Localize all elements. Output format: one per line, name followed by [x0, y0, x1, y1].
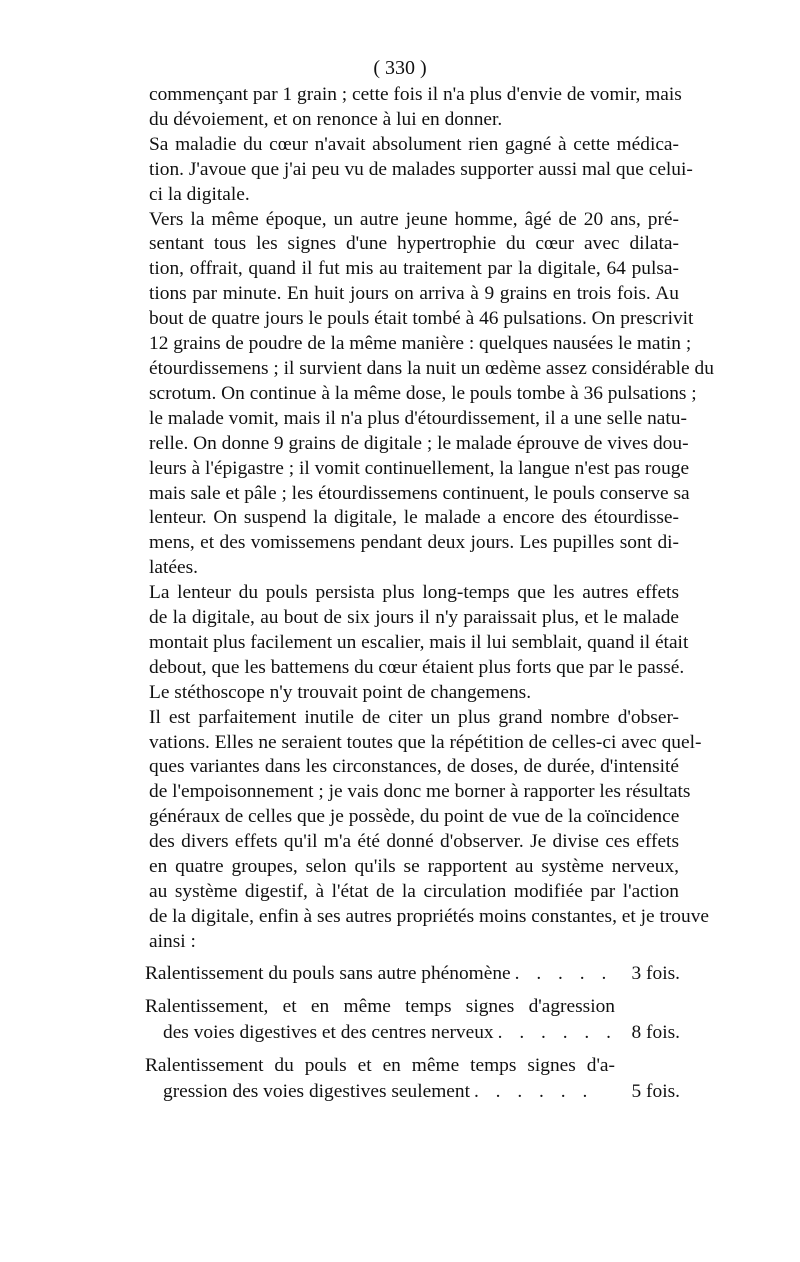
summary-row: [145, 1020, 680, 1046]
text-line: Vers la même époque, un autre jeune homme, âgé de 20 ans, pré-: [149, 208, 679, 230]
summary-row: [145, 1079, 680, 1105]
text-line: tion. J'avoue que j'ai peu vu de malades supporter aussi mal que celui-: [149, 158, 693, 180]
page-number: ( 330 ): [373, 57, 427, 79]
text-line: de l'empoisonnement ; je vais donc me borner à rapporter les résultats: [149, 781, 691, 803]
paragraph: [131, 133, 693, 208]
summary-label: Ralentissement du pouls et en même temps signes d'a-: [145, 1055, 615, 1076]
summary-entry: [145, 1053, 680, 1105]
text-line: La lenteur du pouls persista plus long-temps que les autres effets: [149, 582, 679, 604]
text-line: de la digitale, au bout de six jours il n'y paraissait plus, et le malade: [149, 607, 679, 629]
text-line: scrotum. On continue à la même dose, le pouls tombe à 36 pulsations ;: [149, 382, 697, 404]
summary-label: Ralentissement du pouls sans autre phénomène: [145, 963, 511, 984]
summary-list: [145, 961, 680, 1112]
text-line: montait plus facilement un escalier, mais il lui semblait, quand il était: [149, 631, 689, 653]
body-text: [131, 83, 714, 955]
summary-label: gression des voies digestives seulement: [163, 1081, 470, 1102]
text-line: généraux de celles que je possède, du point de vue de la coïncidence: [149, 806, 680, 828]
text-line: sentant tous les signes d'une hypertrophie du cœur avec dilata-: [149, 233, 679, 255]
leader-dots: . . . . . .: [497, 1022, 617, 1043]
text-line: commençant par 1 grain ; cette fois il n'a plus d'envie de vomir, mais: [149, 84, 682, 105]
text-line: le malade vomit, mais il n'a plus d'étourdissement, il a une selle natu-: [149, 407, 687, 429]
text-line: lenteur. On suspend la digitale, le malade a encore des étourdisse-: [149, 507, 679, 529]
summary-row: [145, 961, 680, 987]
text-line: étourdissemens ; il survient dans la nuit un œdème assez considérable du: [149, 357, 714, 379]
text-line: bout de quatre jours le pouls était tombé à 46 pulsations. On prescrivit: [149, 308, 694, 330]
summary-count: 8 fois.: [631, 1022, 680, 1043]
text-line: Il est parfaitement inutile de citer un plus grand nombre d'obser-: [149, 706, 679, 728]
summary-count: 5 fois.: [631, 1081, 680, 1102]
paragraph: [131, 706, 709, 955]
text-line: tions par minute. En huit jours on arriva à 9 grains en trois fois. Au: [149, 283, 679, 305]
text-line: mens, et des vomissemens pendant deux jours. Les pupilles sont di-: [149, 532, 679, 554]
text-line: debout, que les battemens du cœur étaient plus forts que par le passé.: [149, 656, 685, 678]
text-line: ci la digitale.: [149, 183, 250, 205]
text-line: du dévoiement, et on renonce à lui en donner.: [149, 108, 503, 130]
text-line: Sa maladie du cœur n'avait absolument rien gagné à cette médica-: [149, 133, 679, 155]
text-line: Le stéthoscope n'y trouvait point de changemens.: [149, 681, 532, 703]
leader-dots: . . . . .: [514, 963, 613, 984]
text-line: mais sale et pâle ; les étourdissemens continuent, le pouls conserve sa: [149, 482, 690, 504]
text-line: 12 grains de poudre de la même manière : quelques nausées le matin ;: [149, 333, 692, 355]
summary-entry: [145, 961, 680, 987]
text-line: leurs à l'épigastre ; il vomit continuellement, la langue n'est pas rouge: [149, 457, 690, 479]
paragraph: [131, 581, 689, 706]
summary-count: 3 fois.: [631, 963, 680, 984]
paragraph: [131, 83, 682, 133]
text-line: de la digitale, enfin à ses autres propriétés moins constantes, et je trouve: [149, 905, 709, 927]
summary-entry: [145, 994, 680, 1046]
text-line: relle. On donne 9 grains de digitale ; le malade éprouve de vives dou-: [149, 432, 689, 454]
text-line: ainsi :: [149, 930, 196, 952]
summary-label: des voies digestives et des centres nerveux: [163, 1022, 494, 1043]
text-line: au système digestif, à l'état de la circulation modifiée par l'action: [149, 881, 679, 902]
text-line: des divers effets qu'il m'a été donné d'observer. Je divise ces effets: [149, 831, 679, 853]
text-line: tion, offrait, quand il fut mis au traitement par la digitale, 64 pulsa-: [149, 258, 679, 280]
summary-label: Ralentissement, et en même temps signes d'agression: [145, 996, 615, 1017]
leader-dots: . . . . . .: [473, 1081, 594, 1102]
text-line: vations. Elles ne seraient toutes que la répétition de celles-ci avec quel-: [149, 731, 702, 753]
paragraph: [131, 208, 714, 582]
text-line: en quatre groupes, selon qu'ils se rapportent au système nerveux,: [149, 856, 679, 878]
text-line: ques variantes dans les circonstances, de doses, de durée, d'intensité: [149, 756, 679, 778]
text-line: latées.: [149, 557, 198, 579]
